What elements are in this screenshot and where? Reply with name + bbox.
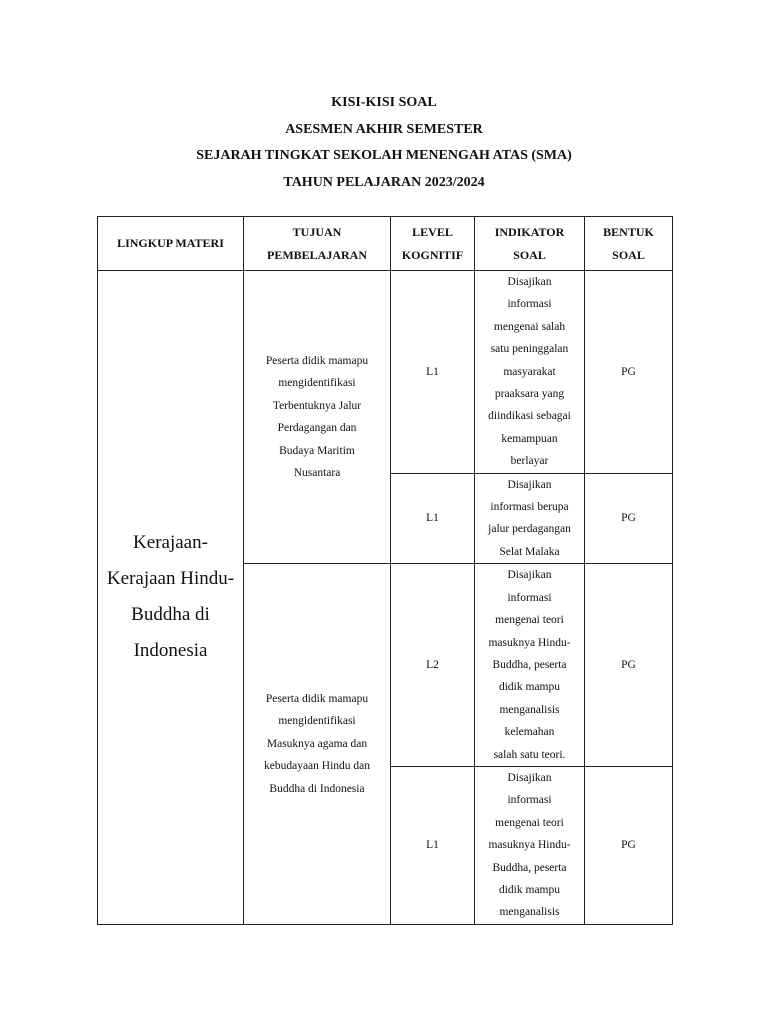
indikator-line: Disajikan	[507, 771, 552, 784]
header-lingkup-materi: LINGKUP MATERI	[98, 217, 244, 271]
indikator-line: masuknya Hindu-	[488, 636, 571, 649]
header-row	[98, 217, 673, 271]
indikator-line: Selat Malaka	[499, 545, 560, 558]
bentuk-cell: PG	[585, 271, 673, 474]
indikator-line: menganalisis	[499, 703, 560, 716]
indikator-line: Disajikan	[507, 478, 552, 491]
tujuan-line: Budaya Maritim	[279, 444, 355, 457]
header-text: SOAL	[513, 247, 546, 262]
title-line-1: KISI-KISI SOAL	[331, 95, 437, 110]
indikator-line: informasi berupa	[490, 501, 569, 514]
indikator-line: masyarakat	[503, 365, 556, 378]
indikator-line: menganalisis	[499, 906, 560, 919]
tujuan-line: Peserta didik mamapu	[265, 354, 369, 367]
lingkup-line: Indonesia	[133, 640, 208, 662]
tujuan-line: Peserta didik mamapu	[265, 693, 369, 706]
indikator-cell	[475, 473, 585, 564]
table-row	[98, 271, 673, 474]
header-level-kognitif	[391, 217, 475, 271]
indikator-line: mengenai salah	[493, 320, 566, 333]
indikator-line: mengenai teori	[495, 816, 564, 829]
indikator-line: satu peninggalan	[490, 343, 569, 356]
title-line-2: ASESMEN AKHIR SEMESTER	[285, 121, 483, 137]
indikator-line: kelemahan	[504, 726, 555, 739]
indikator-cell	[475, 271, 585, 474]
tujuan-line: Masuknya agama dan	[266, 737, 368, 750]
lingkup-line: Kerajaan-	[133, 532, 208, 554]
indikator-line: mengenai teori	[495, 614, 564, 627]
indikator-line: praaksara yang	[494, 388, 565, 401]
indikator-cell	[475, 766, 585, 924]
lingkup-materi-cell	[98, 271, 244, 925]
indikator-line: informasi	[507, 298, 552, 311]
tujuan-cell	[244, 271, 391, 564]
indikator-line: Disajikan	[507, 569, 552, 582]
indikator-line: berlayar	[510, 455, 549, 468]
tujuan-line: Terbentuknya Jalur	[272, 399, 362, 412]
header-indikator-soal	[475, 217, 585, 271]
header-text: TUJUAN	[292, 225, 342, 240]
tujuan-cell	[244, 564, 391, 925]
header-tujuan-pembelajaran	[244, 217, 391, 271]
level-cell: L1	[391, 473, 475, 564]
indikator-line: salah satu teori.	[493, 748, 566, 761]
title-line-4: TAHUN PELAJARAN 2023/2024	[283, 174, 485, 190]
indikator-line: Buddha, peserta	[492, 658, 567, 671]
indikator-line: informasi	[507, 591, 552, 604]
title-line-3: SEJARAH TINGKAT SEKOLAH MENENGAH ATAS (SMA)	[196, 148, 572, 163]
indikator-line: didik mampu	[498, 681, 560, 694]
indikator-line: Disajikan	[507, 276, 552, 288]
indikator-line: informasi	[507, 794, 552, 807]
document-title	[0, 90, 768, 196]
indikator-line: didik mampu	[498, 883, 560, 896]
header-text: INDIKATOR	[494, 225, 565, 240]
header-bentuk-soal	[585, 217, 673, 271]
indikator-line: Buddha, peserta	[492, 861, 567, 874]
kisi-kisi-table	[97, 216, 673, 925]
tujuan-line: Buddha di Indonesia	[269, 782, 365, 795]
tujuan-line: Nusantara	[293, 466, 341, 479]
header-text: BENTUK	[603, 225, 654, 240]
level-cell: L1	[391, 766, 475, 924]
indikator-line: diindikasi sebagai	[488, 410, 571, 423]
bentuk-cell: PG	[585, 766, 673, 924]
tujuan-line: mengidentifikasi	[278, 377, 356, 390]
level-cell: L1	[391, 271, 475, 474]
indikator-line: kemampuan	[501, 432, 558, 445]
bentuk-cell: PG	[585, 473, 673, 564]
indikator-cell	[475, 564, 585, 767]
lingkup-line: Kerajaan Hindu-	[106, 568, 235, 590]
tujuan-line: Perdagangan dan	[277, 422, 357, 435]
header-text: LEVEL	[412, 225, 453, 240]
lingkup-line: Buddha di	[131, 604, 210, 626]
header-text: PEMBELAJARAN	[266, 247, 367, 262]
indikator-line: jalur perdagangan	[488, 523, 571, 536]
tujuan-line: mengidentifikasi	[278, 715, 356, 728]
indikator-line: masuknya Hindu-	[488, 839, 571, 852]
header-text: SOAL	[612, 247, 645, 262]
header-text: KOGNITIF	[401, 247, 464, 262]
level-cell: L2	[391, 564, 475, 767]
tujuan-line: kebudayaan Hindu dan	[263, 760, 371, 773]
bentuk-cell: PG	[585, 564, 673, 767]
